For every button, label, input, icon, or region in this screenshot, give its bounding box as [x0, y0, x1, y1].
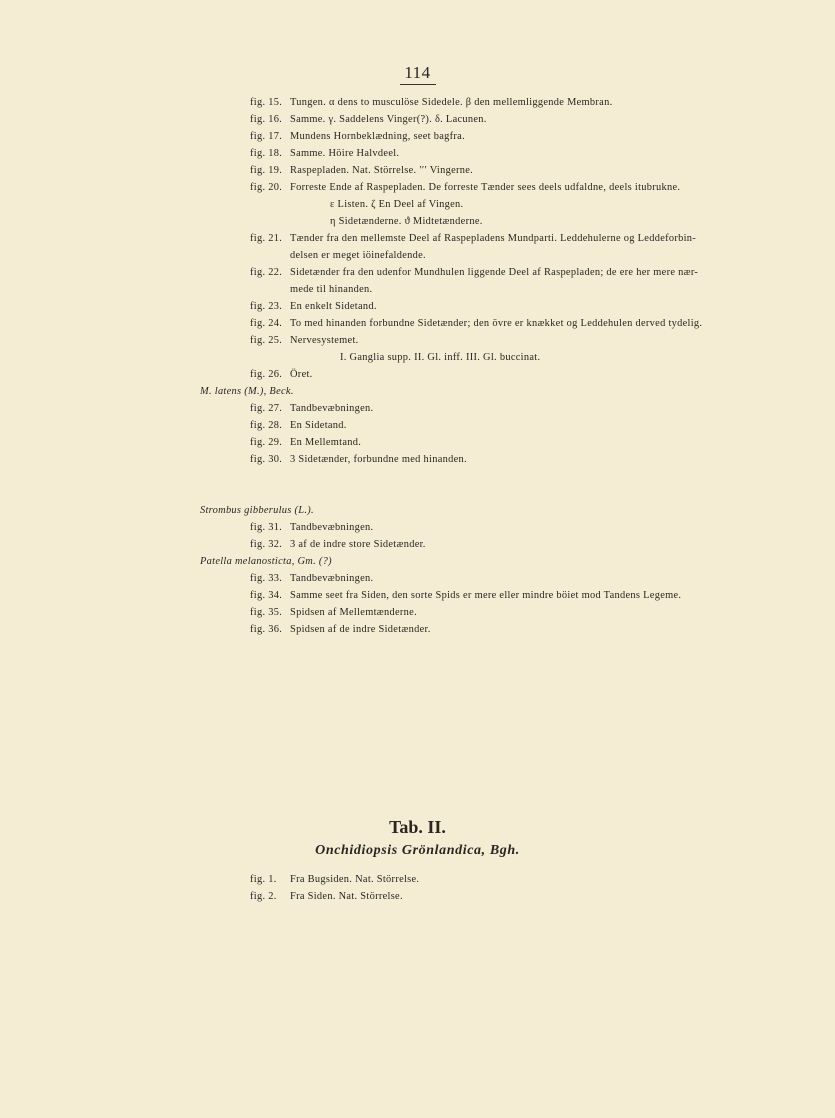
caption-text: Fra Siden. Nat. Störrelse. [290, 891, 403, 902]
species-heading [200, 556, 332, 568]
caption-text: Samme. Höire Halvdeel. [290, 148, 400, 159]
page-number-rule [400, 84, 436, 85]
fig-label: fig. 29. [250, 437, 283, 448]
caption-text: Raspepladen. Nat. Störrelse. ′′′ Vingerne. [290, 165, 474, 176]
fig-label: fig. 15. [250, 97, 283, 108]
caption-text: Tandbevæbningen. [290, 522, 374, 533]
caption-fig-26 [250, 369, 313, 381]
caption-text: Forreste Ende af Raspepladen. De forreste Tænder sees deels udfaldne, deels itubrukne. [290, 182, 681, 193]
fig-label: fig. 36. [250, 624, 283, 635]
caption-fig-20-cont-1 [330, 199, 463, 211]
fig-label: fig. 27. [250, 403, 283, 414]
caption-text: Mundens Hornbeklædning, seet bagfra. [290, 131, 465, 142]
caption-fig-25-cont [340, 352, 540, 364]
page-number: 114 [404, 63, 431, 82]
caption-fig-30 [250, 454, 467, 466]
caption-text: delsen er meget iöinefaldende. [290, 250, 426, 261]
caption-text: Tænder fra den mellemste Deel af Raspepladens Mundparti. Leddehulerne og Leddeforbin- [290, 233, 697, 244]
caption-fig-21-cont [290, 250, 426, 262]
fig-label: fig. 32. [250, 539, 283, 550]
fig-label: fig. 28. [250, 420, 283, 431]
caption-fig-16 [250, 114, 487, 126]
plate-species: Onchidiopsis Grönlandica, Bgh. [315, 843, 520, 858]
plate-caption-fig-1 [250, 874, 419, 886]
caption-text: 3 af de indre store Sidetænder. [290, 539, 426, 550]
caption-text: Samme seet fra Siden, den sorte Spids er mere eller mindre böiet mod Tandens Legeme. [290, 590, 682, 601]
caption-text: ε Listen. ζ En Deel af Vingen. [330, 199, 464, 210]
caption-fig-18 [250, 148, 399, 160]
caption-text: Tandbevæbningen. [290, 403, 374, 414]
caption-fig-22-cont [290, 284, 372, 296]
caption-text: Spidsen af de indre Sidetænder. [290, 624, 431, 635]
caption-text: Sidetænder fra den udenfor Mundhulen liggende Deel af Raspepladen; de ere her mere nær- [290, 267, 699, 278]
fig-label: fig. 17. [250, 131, 283, 142]
caption-text: 3 Sidetænder, forbundne med hinanden. [290, 454, 467, 465]
fig-label: fig. 23. [250, 301, 283, 312]
caption-fig-23 [250, 301, 377, 313]
fig-label: fig. 20. [250, 182, 283, 193]
caption-fig-20 [250, 182, 680, 194]
caption-fig-19 [250, 165, 473, 177]
fig-label: fig. 34. [250, 590, 283, 601]
caption-text: Tungen. α dens to musculöse Sidedele. β den mellemliggende Membran. [290, 97, 613, 108]
caption-text: Nervesystemet. [290, 335, 359, 346]
species-name: M. latens (M.), Beck. [200, 386, 294, 397]
caption-fig-15 [250, 97, 613, 109]
fig-label: fig. 21. [250, 233, 283, 244]
fig-label: fig. 35. [250, 607, 283, 618]
caption-text: En Mellemtand. [290, 437, 362, 448]
fig-label: fig. 16. [250, 114, 283, 125]
caption-fig-28 [250, 420, 347, 432]
caption-text: mede til hinanden. [290, 284, 373, 295]
species-heading [200, 386, 294, 398]
caption-fig-33 [250, 573, 373, 585]
caption-text: η Sidetænderne. ϑ Midtetænderne. [330, 216, 483, 227]
fig-label: fig. 22. [250, 267, 283, 278]
fig-label: fig. 30. [250, 454, 283, 465]
caption-fig-20-cont-2 [330, 216, 483, 228]
caption-fig-34 [250, 590, 681, 602]
fig-label: fig. 25. [250, 335, 283, 346]
caption-fig-35 [250, 607, 417, 619]
caption-text: Fra Bugsiden. Nat. Störrelse. [290, 874, 420, 885]
fig-label: fig. 18. [250, 148, 283, 159]
caption-text: Öret. [290, 369, 313, 380]
fig-label: fig. 31. [250, 522, 283, 533]
fig-label: fig. 1. [250, 874, 277, 885]
plate-caption-fig-2 [250, 891, 403, 903]
plate-title: Tab. II. [389, 817, 446, 837]
fig-label: fig. 19. [250, 165, 283, 176]
species-heading [200, 505, 314, 517]
caption-fig-22 [250, 267, 698, 279]
caption-fig-29 [250, 437, 361, 449]
caption-text: Tandbevæbningen. [290, 573, 374, 584]
caption-text: To med hinanden forbundne Sidetænder; den övre er knækket og Leddehulen derved tydelig. [290, 318, 703, 329]
caption-fig-27 [250, 403, 373, 415]
caption-fig-24 [250, 318, 702, 330]
caption-fig-25 [250, 335, 359, 347]
caption-text: Spidsen af Mellemtænderne. [290, 607, 417, 618]
caption-fig-17 [250, 131, 465, 143]
caption-text: Samme. γ. Saddelens Vinger(?). δ. Lacunen. [290, 114, 487, 125]
fig-label: fig. 33. [250, 573, 283, 584]
caption-text: En enkelt Sidetand. [290, 301, 377, 312]
species-name: Patella melanosticta, Gm. (?) [200, 556, 332, 567]
fig-label: fig. 26. [250, 369, 283, 380]
caption-text: En Sidetand. [290, 420, 347, 431]
species-name: Strombus gibberulus (L.). [200, 505, 314, 516]
caption-text: I. Ganglia supp. II. Gl. inff. III. Gl. buccinat. [340, 352, 541, 363]
fig-label: fig. 24. [250, 318, 283, 329]
caption-fig-36 [250, 624, 431, 636]
caption-fig-31 [250, 522, 373, 534]
fig-label: fig. 2. [250, 891, 277, 902]
caption-fig-21 [250, 233, 696, 245]
caption-fig-32 [250, 539, 426, 551]
